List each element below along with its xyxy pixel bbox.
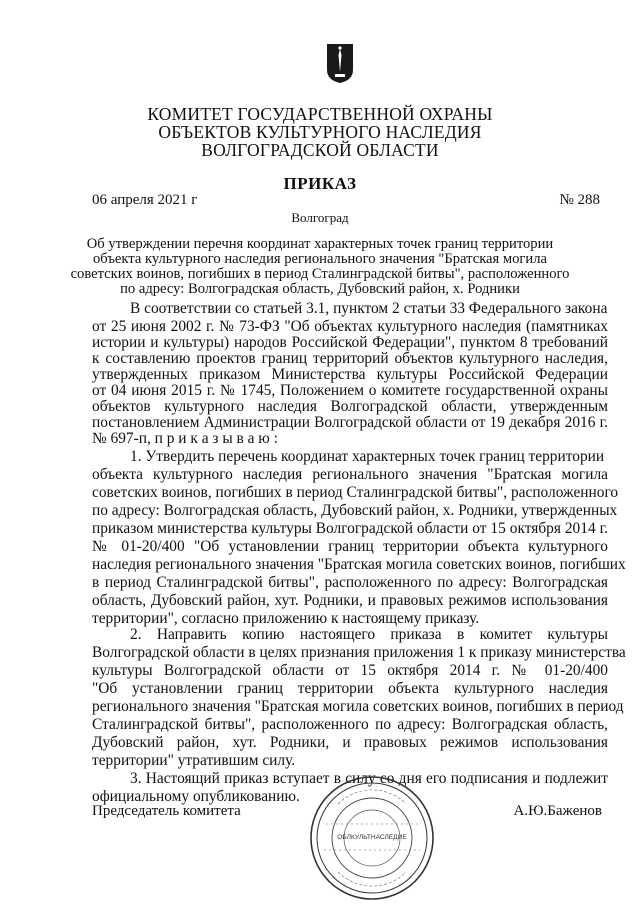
body-line: истории и культуры) народов Российской Федерации", пунктом 8 требований bbox=[92, 334, 608, 351]
order-date: 06 апреля 2021 г bbox=[92, 192, 198, 208]
body-line: от 04 июня 2015 г. № 1745, Положением о комитете государственной охраны bbox=[92, 382, 608, 399]
body-line: от 25 июня 2002 г. № 73-ФЗ "Об объектах культурного наследия (памятниках bbox=[92, 318, 608, 335]
body-line: В соответствии со статьей 3.1, пунктом 2 статьи 33 Федерального закона bbox=[130, 300, 608, 317]
org-name-line-2: ОБЪЕКТОВ КУЛЬТУРНОГО НАСЛЕДИЯ bbox=[158, 122, 482, 142]
subject-line: советских воинов, погибших в период Сталинградской битвы", расположенного bbox=[70, 266, 570, 282]
body-line: № 697-п, п р и к а з ы в а ю : bbox=[92, 430, 278, 447]
org-name-line-1: КОМИТЕТ ГОСУДАРСТВЕННОЙ ОХРАНЫ bbox=[147, 104, 493, 124]
body-line: объекта культурного наследия регионального значения "Братская могила bbox=[92, 466, 608, 483]
signatory-name: А.Ю.Баженов bbox=[513, 803, 602, 819]
body-line: объектов культурного наследия Волгоградской области, утвержденным bbox=[92, 398, 608, 415]
seal-inner-text: ОБЛКУЛЬТНАСЛЕДИЕ bbox=[337, 834, 407, 841]
document-title: ПРИКАЗ bbox=[283, 174, 357, 193]
body-line: советских воинов, погибших в период Сталинградской битвы", расположенного bbox=[92, 484, 619, 501]
body-line: постановлением Администрации Волгоградской области от 19 декабря 2016 г. bbox=[92, 414, 608, 431]
body-line: 1. Утвердить перечень координат характерных точек границ территории bbox=[130, 448, 605, 465]
body-line: территории", согласно приложению к настоящему приказу. bbox=[92, 610, 480, 627]
body-line: утвержденных приказом Министерства культуры Российской Федерации bbox=[92, 366, 608, 383]
seal-icon bbox=[308, 774, 436, 902]
order-number: № 288 bbox=[559, 192, 600, 208]
order-city: Волгоград bbox=[291, 210, 349, 225]
body-line: 2. Направить копию настоящего приказа в комитет культуры bbox=[130, 626, 608, 643]
body-line: область, Дубовский район, хут. Родники, и правовых режимов использования bbox=[92, 592, 608, 609]
signatory-position: Председатель комитета bbox=[92, 803, 241, 819]
body-line: по адресу: Волгоградская область, Дубовский район, х. Родники, утвержденных bbox=[92, 502, 618, 519]
subject-line: Об утверждении перечня координат характерных точек границ территории bbox=[86, 236, 554, 252]
subject-line: объекта культурного наследия регионального значения "Братская могила bbox=[93, 251, 547, 267]
body-line: территории" утратившим силу. bbox=[92, 752, 296, 769]
body-line: приказом министерства культуры Волгоградской области от 15 октября 2014 г. bbox=[92, 520, 608, 537]
body-line: в период Сталинградской битвы", расположенного по адресу: Волгоградская bbox=[92, 574, 608, 591]
body-line: Волгоградской области в целях признания приложения 1 к приказу министерства bbox=[92, 644, 626, 661]
body-line: № 01-20/400 "Об установлении границ территории объекта культурного bbox=[92, 538, 608, 555]
coat-of-arms-icon bbox=[325, 42, 355, 84]
body-line: к составлению проектов границ территорий объектов культурного наследия, bbox=[92, 350, 608, 367]
body-line: "Об установлении границ территории объекта культурного наследия bbox=[92, 680, 608, 697]
body-line: наследия регионального значения "Братская могила советских воинов, погибших bbox=[92, 556, 626, 573]
subject-line: по адресу: Волгоградская область, Дубовский район, х. Родники bbox=[120, 281, 520, 297]
body-line: 3. Настоящий приказ вступает в силу со дня его подписания и подлежит bbox=[130, 770, 608, 787]
org-name-line-3: ВОЛГОГРАДСКОЙ ОБЛАСТИ bbox=[201, 140, 439, 160]
body-line: регионального значения "Братская могила советских воинов, погибших в период bbox=[92, 698, 624, 715]
body-line: официальному опубликованию. bbox=[92, 788, 300, 805]
body-line: Дубовский район, хут. Родники, и правовых режимов использования bbox=[92, 734, 608, 751]
body-line: культуры Волгоградской области от 15 октября 2014 г. № 01-20/400 bbox=[92, 662, 608, 679]
body-line: Сталинградской битвы", расположенного по адресу: Волгоградская область, bbox=[92, 716, 608, 733]
